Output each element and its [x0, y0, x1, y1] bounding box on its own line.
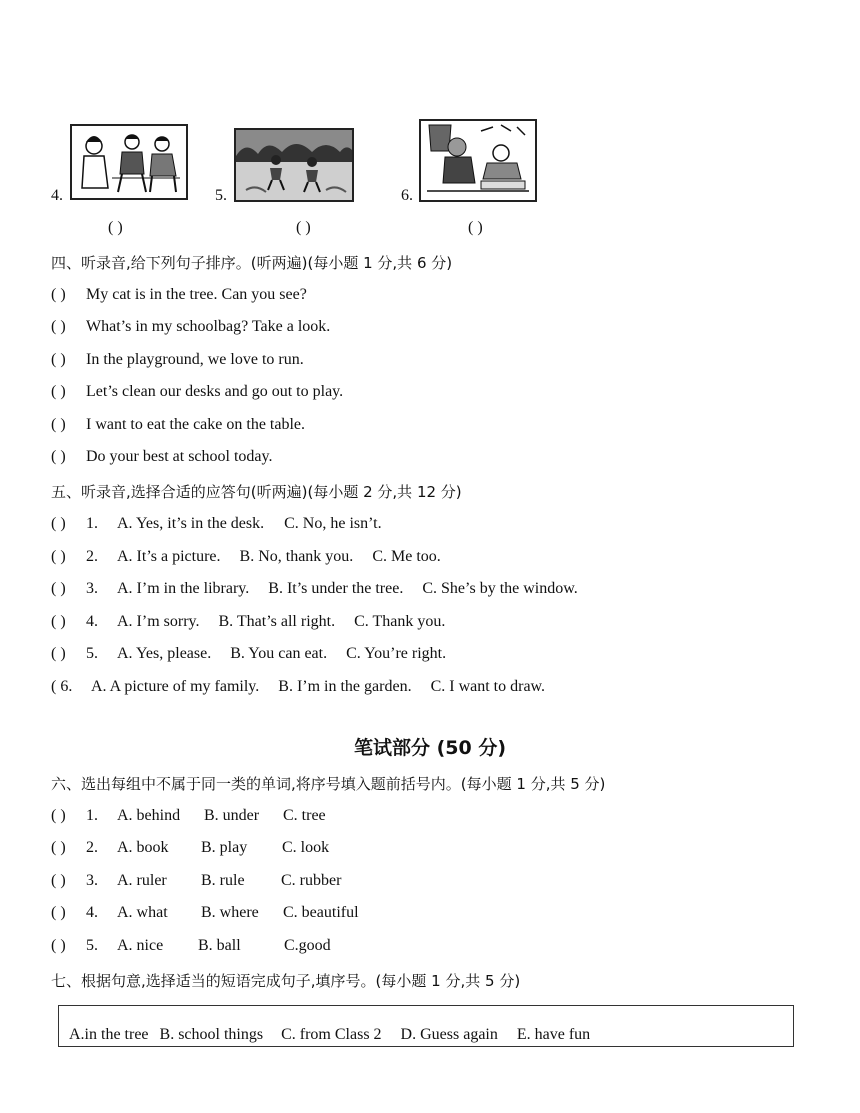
- option-c: C. beautiful: [283, 904, 359, 921]
- option-c: C. I want to draw.: [430, 678, 546, 695]
- option-c: C. rubber: [281, 872, 342, 889]
- picture-5-answer-bracket[interactable]: ( ): [296, 219, 311, 236]
- section-7-heading: 七、根据句意,选择适当的短语完成句子,填序号。(每小题 1 分,共 5 分): [51, 972, 521, 990]
- option-a: A. A picture of my family.: [91, 678, 260, 695]
- question-number: 4.: [86, 904, 98, 921]
- sentence-text: Do your best at school today.: [86, 448, 273, 465]
- phrase-option-b: B. school things: [159, 1026, 264, 1043]
- question-row: [51, 548, 441, 566]
- option-b: B. You can eat.: [230, 645, 328, 662]
- list-item: [51, 318, 330, 336]
- picture-6-answer-bracket[interactable]: ( ): [468, 219, 483, 236]
- option-a: A. nice: [117, 937, 164, 954]
- option-c: C. Thank you.: [354, 613, 446, 630]
- answer-bracket[interactable]: ( ): [51, 872, 66, 889]
- sentence-text: What’s in my schoolbag? Take a look.: [86, 318, 331, 335]
- sentence-text: In the playground, we love to run.: [86, 351, 304, 368]
- answer-bracket[interactable]: ( ): [51, 318, 66, 335]
- question-number: 3.: [86, 580, 98, 597]
- option-c: C. tree: [283, 807, 326, 824]
- answer-bracket[interactable]: ( ): [51, 645, 66, 662]
- answer-bracket[interactable]: ( ): [51, 839, 66, 856]
- option-c: C. You’re right.: [346, 645, 447, 662]
- question-row: [51, 580, 578, 598]
- option-b: B. under: [204, 807, 260, 824]
- option-a: A. ruler: [117, 872, 167, 889]
- section-4-heading: 四、听录音,给下列句子排序。(听两遍)(每小题 1 分,共 6 分): [51, 254, 453, 272]
- answer-bracket[interactable]: ( ): [51, 580, 66, 597]
- option-b: B. rule: [201, 872, 245, 889]
- answer-bracket[interactable]: ( ): [51, 613, 66, 630]
- question-number: 1.: [86, 807, 98, 824]
- question-row: [51, 937, 331, 955]
- answer-bracket[interactable]: ( ): [51, 904, 66, 921]
- option-b: B. No, thank you.: [239, 548, 354, 565]
- phrase-option-a: A.in the tree: [69, 1026, 149, 1043]
- phrase-option-e: E. have fun: [516, 1026, 591, 1043]
- question-row: [51, 613, 445, 631]
- option-a: A. I’m in the library.: [117, 580, 250, 597]
- picture-4-answer-bracket[interactable]: ( ): [108, 219, 123, 236]
- answer-bracket[interactable]: ( ): [51, 416, 66, 433]
- question-row: [51, 807, 326, 825]
- question-number: 5.: [86, 937, 98, 954]
- picture-4: [70, 124, 188, 200]
- phrase-bank-options: [69, 1026, 590, 1044]
- question-number: 5.: [86, 645, 98, 662]
- playground-illustration: [236, 130, 352, 200]
- question-number: 4.: [86, 613, 98, 630]
- children-talking-illustration: [72, 126, 186, 198]
- question-number: 1.: [86, 515, 98, 532]
- question-number: 2.: [86, 548, 98, 565]
- picture-4-number: 4.: [51, 187, 63, 204]
- list-item: [51, 351, 304, 369]
- option-b: B. play: [201, 839, 248, 856]
- question-row: [51, 645, 446, 663]
- list-item: [51, 448, 272, 466]
- option-a: A. Yes, it’s in the desk.: [117, 515, 265, 532]
- answer-bracket[interactable]: ( ): [51, 515, 66, 532]
- question-number: 3.: [86, 872, 98, 889]
- answer-bracket[interactable]: ( ): [51, 351, 66, 368]
- option-a: A. what: [117, 904, 168, 921]
- phrase-option-c: C. from Class 2: [281, 1026, 382, 1043]
- answer-bracket[interactable]: ( ): [51, 448, 66, 465]
- sentence-text: My cat is in the tree. Can you see?: [86, 286, 307, 303]
- option-b: B. It’s under the tree.: [268, 580, 404, 597]
- option-b: B. ball: [198, 937, 241, 954]
- question-number: 2.: [86, 839, 98, 856]
- option-c: C.good: [284, 937, 331, 954]
- question-row: [51, 904, 359, 922]
- question-row: [51, 872, 341, 890]
- picture-5-number: 5.: [215, 187, 227, 204]
- option-a: A. behind: [117, 807, 181, 824]
- page-title: 笔试部分 (50 分): [353, 737, 507, 759]
- option-c: C. look: [282, 839, 330, 856]
- answer-bracket[interactable]: ( ): [51, 807, 66, 824]
- question-number: ( 6.: [51, 678, 73, 695]
- answer-bracket[interactable]: ( ): [51, 937, 66, 954]
- list-item: [51, 383, 343, 401]
- option-b: B. That’s all right.: [218, 613, 336, 630]
- picture-5: [234, 128, 354, 202]
- classroom-desk-illustration: [421, 121, 535, 200]
- option-c: C. She’s by the window.: [422, 580, 578, 597]
- list-item: [51, 416, 305, 434]
- list-item: [51, 286, 307, 304]
- option-a: A. It’s a picture.: [117, 548, 221, 565]
- answer-bracket[interactable]: ( ): [51, 286, 66, 303]
- option-b: C. No, he isn’t.: [284, 515, 382, 532]
- option-c: C. Me too.: [372, 548, 441, 565]
- question-row: [51, 678, 545, 696]
- section-6-heading: 六、选出每组中不属于同一类的单词,将序号填入题前括号内。(每小题 1 分,共 5 分): [51, 775, 606, 793]
- option-b: B. I’m in the garden.: [278, 678, 412, 695]
- option-a: A. I’m sorry.: [117, 613, 200, 630]
- answer-bracket[interactable]: ( ): [51, 548, 66, 565]
- section-5-heading: 五、听录音,选择合适的应答句(听两遍)(每小题 2 分,共 12 分): [51, 483, 462, 501]
- question-row: [51, 515, 402, 533]
- sentence-text: Let’s clean our desks and go out to play.: [86, 383, 344, 400]
- option-b: B. where: [201, 904, 259, 921]
- picture-6: [419, 119, 537, 202]
- answer-bracket[interactable]: ( ): [51, 383, 66, 400]
- option-a: A. Yes, please.: [117, 645, 212, 662]
- question-row: [51, 839, 329, 857]
- phrase-option-d: D. Guess again: [400, 1026, 498, 1043]
- picture-6-number: 6.: [401, 187, 413, 204]
- option-a: A. book: [117, 839, 169, 856]
- sentence-text: I want to eat the cake on the table.: [86, 416, 306, 433]
